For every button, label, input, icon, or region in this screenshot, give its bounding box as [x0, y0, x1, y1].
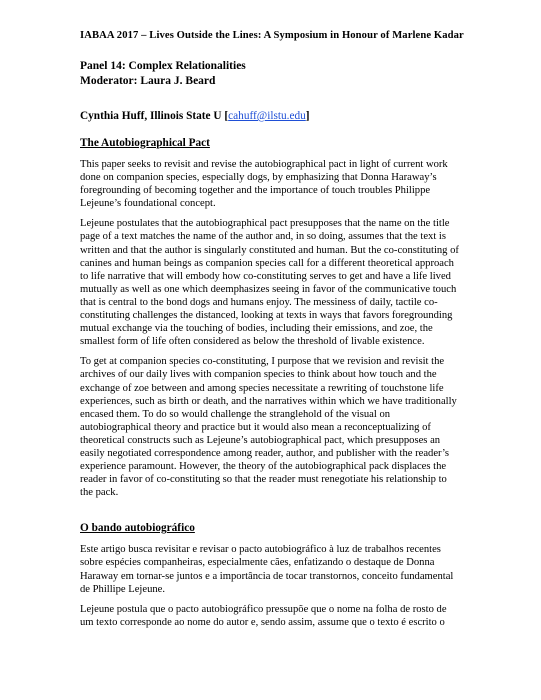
- presenter-line: [80, 109, 461, 123]
- open-bracket: [: [224, 110, 229, 122]
- presenter-email-link[interactable]: cahuff@ilstu.edu: [228, 110, 306, 122]
- panel-block: [80, 59, 461, 89]
- portuguese-paragraph-1: Este artigo busca revisitar e revisar o pacto autobiográfico à luz de trabalhos recentes sobre espécies companheiras, especialmente cães, enfatizando o destaque de Donna Haraway em tornar-se juntos e a importância de tocar transtornos, conceito fundamental de Phillipe Lejeune.: [80, 544, 454, 595]
- portuguese-section-heading: O bando autobiográfico: [80, 522, 195, 535]
- moderator-line: Moderator: Laura J. Beard: [80, 75, 216, 87]
- panel-title: Panel 14: Complex Relationalities: [80, 60, 246, 72]
- english-paragraph-3: To get at companion species co-constituting, I purpose that we revision and revisit the archives of our daily lives with companion species to think about how touch and the exchange of zoe between and among species necessitate a rewriting of touchstone life experiences, such as birth or death, and the narratives within which we have traditionally encased them. To do so would challenge the stranglehold of the visual on autobiographical theory and practice but it would also mean a reconceptualizing of theoretical constructs such as Lejeune’s autobiographical pact, which presupposes an easily negotiated correspondence among reader, author, and publisher with the reader’s experience paramount. However, the theory of the autobiographical pack displaces the reader in favor of co-constituting so that the reader must renegotiate his relationship to the pack.: [80, 356, 457, 499]
- english-paragraph-2: Lejeune postulates that the autobiographical pact presupposes that the name on the title page of a text matches the name of the author and, in so doing, assumes that the text is written and that the author is singularly constituted and human. But the co-constituting of canines and human beings as companion species call for a different theoretical approach to life narrative that will embody how co-constituting serves to get and have a life lived mutually as well as one which deemphasizes seeing in favor of the communicative touch that is central to the bond dogs and humans enjoy. The messiness of daily, tactile co-constituting challenges the distanced, looking at texts in ways that favors foregrounding mutual exchange via the touching of bodies, including their emissions, and zoe, the smallest form of life often considered as below the threshold of livable existence.: [80, 218, 459, 348]
- english-paragraph-1: This paper seeks to revisit and revise the autobiographical pact in light of current work done on companion species, especially dogs, by emphasizing that Donna Haraway’s foregrounding of becoming together and the importance of touch troubles Philippe Lejeune’s foundational concept.: [80, 159, 448, 210]
- english-section-heading: The Autobiographical Pact: [80, 137, 210, 149]
- presenter-name: Cynthia Huff, Illinois State U: [80, 110, 222, 122]
- running-header: IABAA 2017 – Lives Outside the Lines: A Symposium in Honour of Marlene Kadar: [80, 30, 464, 41]
- close-bracket: ]: [305, 110, 310, 122]
- portuguese-paragraph-2: Lejeune postula que o pacto autobiográfico pressupõe que o nome na folha de rosto de um texto corresponde ao nome do autor e, sendo assim, assume que o texto é escrito o: [80, 603, 447, 628]
